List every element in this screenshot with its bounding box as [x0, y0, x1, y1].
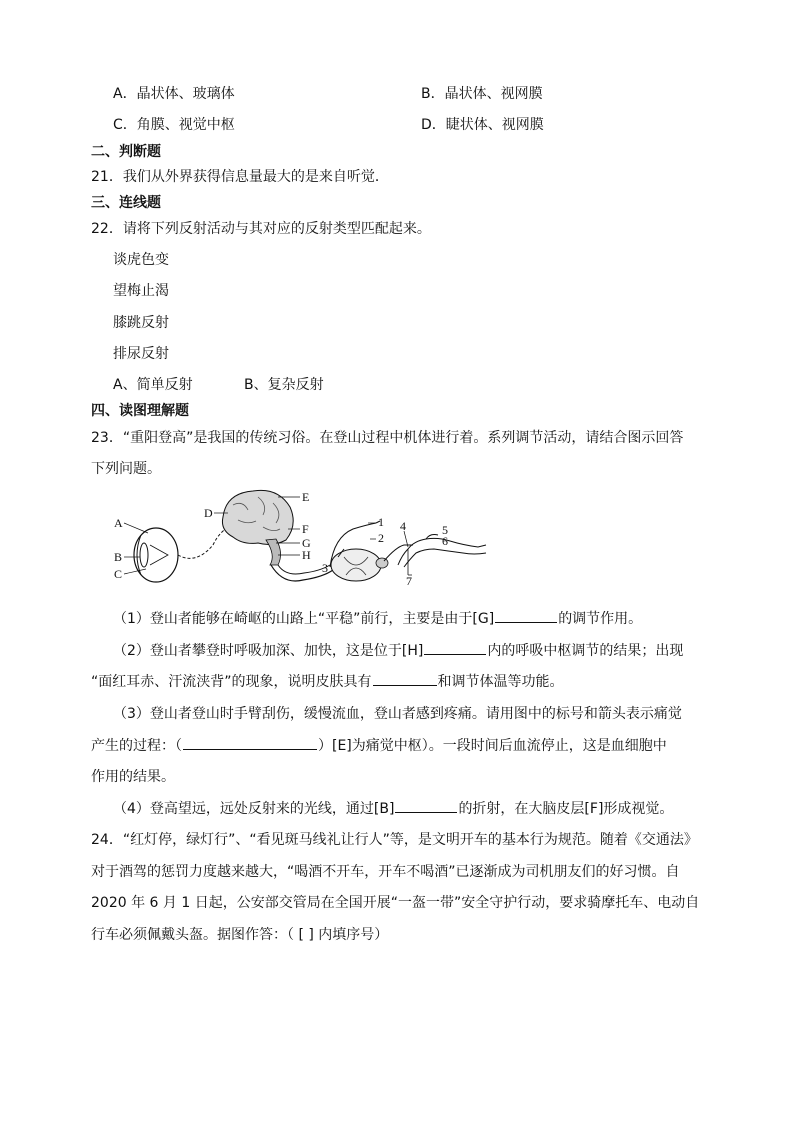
option-a: A．晶状体、玻璃体: [113, 86, 235, 102]
question-22-stem: 22．请将下列反射活动与其对应的反射类型匹配起来。: [91, 221, 431, 237]
reflex-item: 膝跳反射: [113, 315, 169, 331]
label-3: 3: [322, 561, 328, 575]
answer-blank[interactable]: [495, 608, 557, 623]
question-23-stem-line1: 23．“重阳登高”是我国的传统习俗。在登山过程中机体进行着。系列调节活动，请结合图示回答: [91, 430, 684, 446]
spinal-cord-drawing: [331, 549, 388, 581]
label-D: D: [204, 506, 213, 520]
answer-blank[interactable]: [395, 798, 457, 813]
question-24-line4: 行车必须佩戴头盔。据图作答：（ [ ] 内填序号）: [91, 927, 389, 943]
reflex-item: 谈虎色变: [113, 252, 169, 268]
answer-blank[interactable]: [424, 640, 486, 655]
label-C: C: [114, 567, 123, 581]
reflex-type-b: B、复杂反射: [244, 377, 324, 393]
label-7: 7: [406, 574, 412, 585]
label-B: B: [114, 550, 123, 564]
question-24-line1: 24．“红灯停，绿灯行”、“看见斑马线礼让行人”等，是文明开车的基本行为规范。随着《交通法》: [91, 832, 698, 848]
question-23-stem-line2: 下列问题。: [91, 461, 161, 477]
label-2: 2: [378, 531, 384, 545]
label-E: E: [302, 490, 310, 504]
question-23-part3-line2: 产生的过程：（ ）[E]为痛觉中枢）。一段时间后血流停止，这是血细胞中: [91, 731, 667, 762]
label-F: F: [302, 522, 309, 536]
reflex-item: 排尿反射: [113, 346, 169, 362]
reflex-type-a: A、简单反射: [113, 377, 193, 393]
label-1: 1: [378, 515, 384, 529]
label-G: G: [302, 536, 311, 550]
question-23-part1: （1）登山者能够在崎岖的山路上“平稳”前行，主要是由于[G] 的调节作用。: [113, 604, 642, 635]
question-24-line3: 2020 年 6 月 1 日起，公安部交管局在全国开展“一盔一带”安全守护行动，要求骑摩托车、电动自: [91, 895, 700, 911]
question-23-part3-line3: 作用的结果。: [91, 769, 175, 785]
nervous-system-figure: [108, 485, 493, 585]
label-6: 6: [442, 534, 448, 548]
option-c: C．角膜、视觉中枢: [113, 117, 235, 133]
option-d: D．睫状体、视网膜: [421, 117, 544, 133]
section-judgement-title: 二、判断题: [91, 144, 161, 160]
question-23-part2-line2: “面红耳赤、汗流浃背”的现象，说明皮肤具有 和调节体温等功能。: [91, 667, 564, 698]
question-23-part3-line1: （3）登山者登山时手臂刮伤，缓慢流血，登山者感到疼痛。请用图中的标号和箭头表示痛觉: [113, 706, 682, 722]
question-23-part4: （4）登高望远，远处反射来的光线，通过[B] 的折射，在大脑皮层[F]形成视觉。: [113, 794, 673, 825]
label-4: 4: [400, 519, 406, 533]
section-matching-title: 三、连线题: [91, 195, 161, 211]
question-21: 21．我们从外界获得信息量最大的是来自听觉．: [91, 169, 389, 185]
label-A: A: [114, 516, 123, 530]
section-diagram-title: 四、读图理解题: [91, 403, 189, 419]
answer-blank[interactable]: [183, 735, 317, 750]
label-H: H: [302, 548, 311, 562]
brain-drawing: [222, 490, 333, 581]
option-b: B．晶状体、视网膜: [421, 86, 543, 102]
question-24-line2: 对于酒驾的惩罚力度越来越大，“喝酒不开车，开车不喝酒”已逐渐成为司机朋友们的好习惯。自: [91, 864, 680, 880]
reflex-item: 望梅止渴: [113, 283, 169, 299]
eye-drawing: [134, 525, 233, 582]
label-5: 5: [442, 523, 448, 537]
question-23-part2-line1: （2）登山者攀登时呼吸加深、加快，这是位于[H] 内的呼吸中枢调节的结果；出现: [113, 636, 683, 667]
answer-blank[interactable]: [373, 671, 437, 686]
